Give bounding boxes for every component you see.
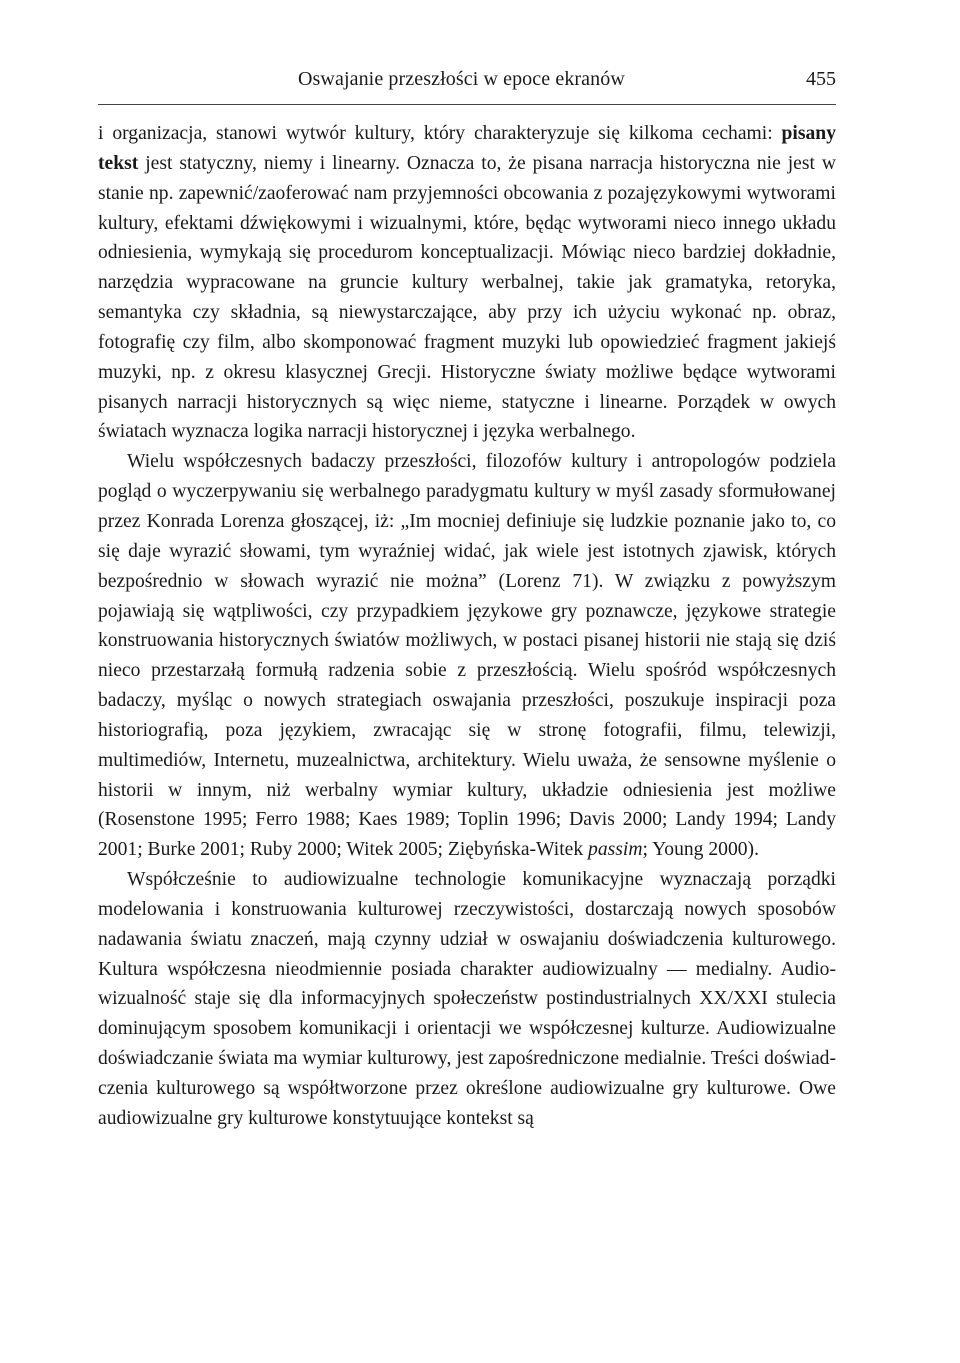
paragraph-text: Wielu współczesnych badaczy przeszłości, filozofów kultury i antropologów podziela pogląd o wyczerpywaniu się werbalnego paradygmatu kultury w myśl zasady sformułowanej przez Konrada Lorenza głoszącej, iż: „Im mocniej definiuje się ludzkie poznanie jako to, co się daje wyrazić słowami, tym wyraźniej widać, jak wiele jest istotnych zjawisk, których bezpośrednio w słowach wyrazić nie można” (Lorenz 71). W związku z powyższym pojawiają się wątpliwości, czy przypadkiem językowe gry poznawcze, językowe strategie konstruowania historycznych światów możliwych, w postaci pisanej historii nie stają się dziś nieco przestarzałą formułą radzenia sobie z przeszłością. Wielu spośród współczesnych badaczy, myśląc o nowych strategiach oswajania przeszłości, poszukuje inspiracji poza historiografią, poza językiem, zwracając się w stronę fotografii, filmu, telewizji, multimediów, Internetu, muzealnictwa, architektury. Wielu uważa, że sensowne myślenie o historii w innym, niż werbalny wymiar kultury, układzie odniesienia jest możliwe (Rosenstone 1995; Ferro 1988; Kaes 1989; Toplin 1996; Davis 2000; Landy 1994; Landy 2001; Burke 2001; Ruby 2000; Witek 2005; Ziębyńska-Witek: [98, 451, 836, 861]
paragraph-text: Współcześnie to audiowizualne technologie komunikacyjne wyznaczają porządki modelowania i konstruowania kulturowej rzeczywistości, dostarczają nowych sposobów nadawania światu znaczeń, mają czynny udział w oswajaniu doświadczenia kulturowego. Kultura współczesna nieodmiennie posiada charakter audiowizualny — medialny. Audio-wizualność staje się dla informacyjnych społeczeństw postindustrialnych XX/XXI stulecia dominującym sposobem komunikacji i orientacji we współczesnej kulturze. Audiowizualne doświadczanie świata ma wymiar kulturowy, jest zapośredniczone medialnie. Treści doświadczenia kulturowego są współtworzone przez określone audiowizualne gry kulturowe. Owe audiowizualne gry kulturowe konstytuujące kontekst są: [98, 869, 836, 1129]
running-header: [98, 68, 836, 98]
paragraph-text: jest statyczny, niemy i linearny. Oznacza to, że pisana narracja historyczna nie jest w stanie np. zapewnić/zaoferować nam przyjemności obcowania z pozajęzykowymi wytworami kultury, efektami dźwiękowymi i wizualnymi, które, będąc wytworami nieco innego układu odniesienia, wymykają się procedurom konceptualizacji. Mówiąc nieco bardziej dokładnie, narzędzia wypracowane na gruncie kultury werbalnej, takie jak gramatyka, retoryka, semantyka czy składnia, są niewystarczające, aby przy ich użyciu wykonać np. obraz, fotografię czy film, albo skomponować fragment muzyki lub opowiedzieć fragment jakiejś muzyki, np. z okresu klasycznej Grecji. Historyczne światy możliwe będące wytworami pisanych narracji historycznych są więc nieme, statyczne i linearne. Porządek w owych światach wyznacza logika narracji historycznej i języka werbalnego.: [98, 152, 836, 443]
paragraph-text: i organizacja, stanowi wytwór kultury, który charakteryzuje się kilkoma cechami:: [98, 123, 782, 144]
paragraph: [98, 119, 836, 447]
bold-phrase: pisany tekst: [98, 123, 836, 174]
paragraph: [98, 447, 836, 865]
italic-term: passim: [588, 839, 643, 861]
running-title: Oswajanie przeszłości w epoce ekranów: [298, 68, 625, 90]
header-rule: [98, 104, 836, 105]
paragraph-text: ; Young 2000).: [642, 839, 759, 861]
page-number: 455: [806, 68, 836, 90]
body-text: [98, 119, 836, 1134]
paragraph: [98, 865, 836, 1134]
